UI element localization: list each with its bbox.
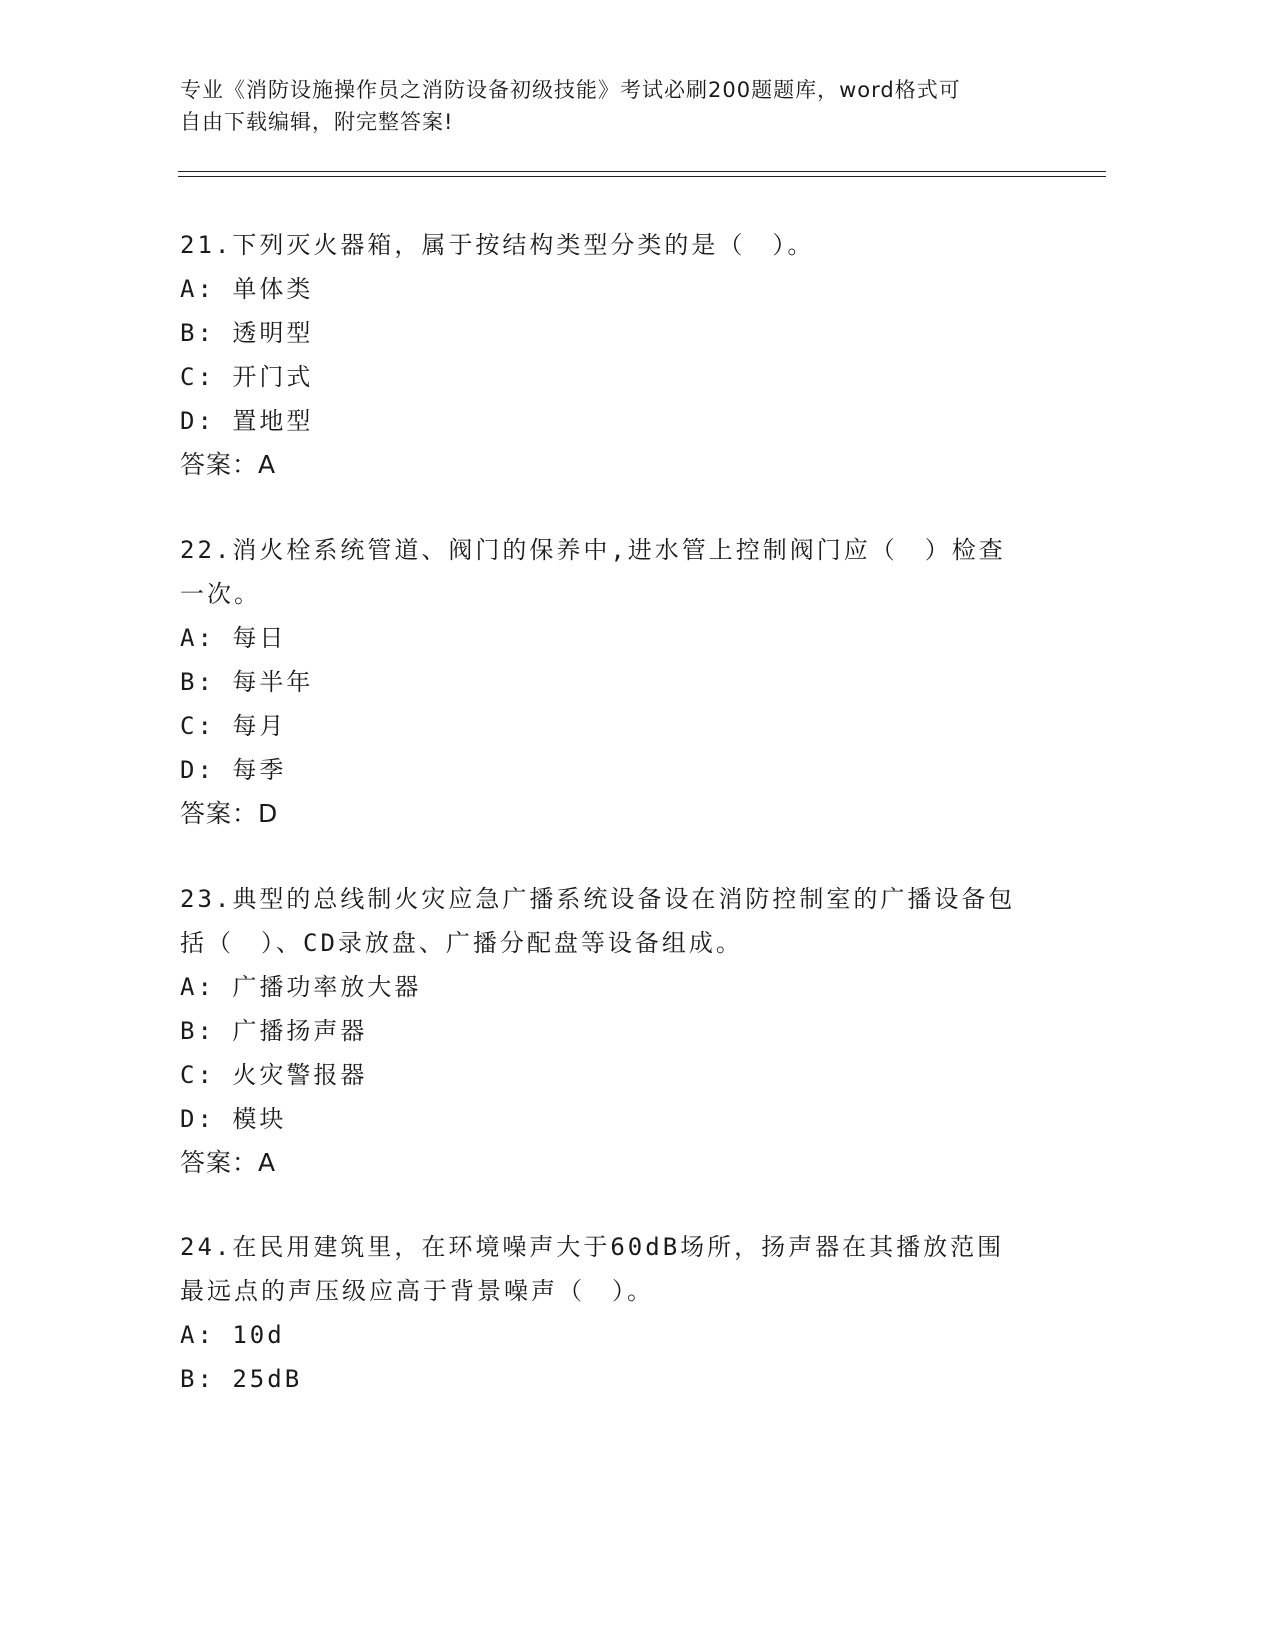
option-a: A: 10d bbox=[180, 1321, 285, 1349]
answer-line: 答案：A bbox=[180, 450, 277, 479]
option-a: A: 每日 bbox=[180, 624, 287, 652]
question-22 bbox=[180, 528, 1040, 836]
question-stem-line-1: 23.典型的总线制火灾应急广播系统设备设在消防控制室的广播设备包 bbox=[180, 885, 1016, 913]
option-b: B: 透明型 bbox=[180, 319, 314, 347]
option-b: B: 每半年 bbox=[180, 668, 314, 696]
option-c: C: 开门式 bbox=[180, 363, 314, 391]
option-c: C: 每月 bbox=[180, 712, 287, 740]
option-a: A: 广播功率放大器 bbox=[180, 973, 422, 1001]
option-c: C: 火灾警报器 bbox=[180, 1061, 368, 1089]
option-a: A: 单体类 bbox=[180, 275, 314, 303]
header-line-2: 自由下载编辑，附完整答案! bbox=[180, 110, 454, 134]
question-stem-line-2: 括（ ）、CD录放盘、广播分配盘等设备组成。 bbox=[180, 929, 743, 957]
header-divider-top bbox=[178, 171, 1106, 172]
question-stem-line-2: 最远点的声压级应高于背景噪声（ ）。 bbox=[180, 1277, 654, 1305]
document-header bbox=[180, 74, 1050, 138]
question-stem-line-1: 22.消火栓系统管道、阀门的保养中,进水管上控制阀门应（ ）检查 bbox=[180, 536, 1006, 564]
question-stem: 21.下列灭火器箱，属于按结构类型分类的是（ ）。 bbox=[180, 231, 815, 259]
question-21 bbox=[180, 223, 1040, 487]
option-b: B: 25dB bbox=[180, 1365, 303, 1393]
option-d: D: 模块 bbox=[180, 1105, 287, 1133]
question-stem-line-1: 24.在民用建筑里，在环境噪声大于60dB场所，扬声器在其播放范围 bbox=[180, 1233, 1005, 1261]
option-b: B: 广播扬声器 bbox=[180, 1017, 368, 1045]
header-line-1: 专业《消防设施操作员之消防设备初级技能》考试必刷200题题库，word格式可 bbox=[180, 78, 961, 102]
option-d: D: 每季 bbox=[180, 756, 287, 784]
header-divider-bottom bbox=[178, 176, 1106, 177]
question-23 bbox=[180, 877, 1040, 1185]
answer-line: 答案：D bbox=[180, 799, 279, 828]
answer-line: 答案：A bbox=[180, 1148, 277, 1177]
question-24 bbox=[180, 1225, 1040, 1401]
question-stem-line-2: 一次。 bbox=[180, 580, 261, 608]
option-d: D: 置地型 bbox=[180, 407, 314, 435]
